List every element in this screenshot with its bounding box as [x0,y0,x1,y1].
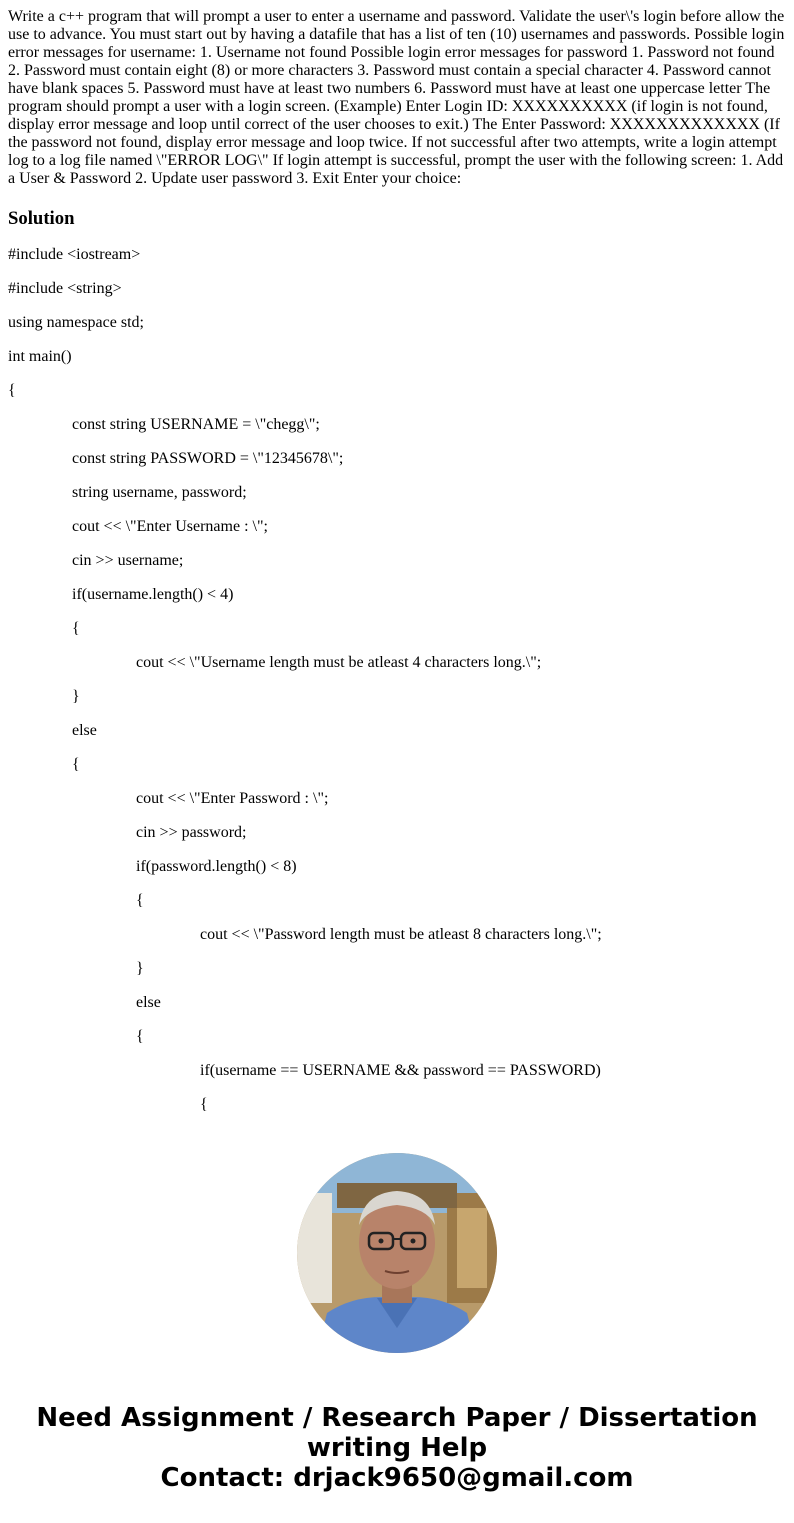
code-line: { [136,1028,144,1045]
code-line: cin >> password; [136,824,247,841]
code-line: cout << \"Enter Username : \"; [72,518,268,535]
author-avatar [297,1153,497,1353]
code-line: else [136,994,161,1011]
code-line: { [136,892,144,909]
footer-contact: Contact: drjack9650@gmail.com [160,1463,634,1493]
code-line: if(username == USERNAME && password == PASSWORD) [200,1062,601,1079]
code-line: { [8,382,16,399]
solution-heading: Solution [8,208,75,229]
code-line: cout << \"Username length must be atleast 4 characters long.\"; [136,654,542,671]
code-line: cin >> username; [72,552,184,569]
code-line: if(username.length() < 4) [72,586,234,603]
code-line: } [136,960,144,977]
code-line: else [72,722,97,739]
code-line: #include <iostream> [8,246,141,263]
code-line: #include <string> [8,280,122,297]
footer-line-2: writing Help [306,1433,488,1463]
code-line: string username, password; [72,484,247,501]
code-line: cout << \"Password length must be atleast 8 characters long.\"; [200,926,602,943]
promo-footer [0,1403,794,1493]
code-line: if(password.length() < 8) [136,858,297,875]
code-line: { [200,1096,208,1113]
footer-line-1: Need Assignment / Research Paper / Dissertation [36,1403,758,1433]
code-line: cout << \"Enter Password : \"; [136,790,329,807]
code-line: using namespace std; [8,314,144,331]
code-line: const string USERNAME = \"chegg\"; [72,416,320,433]
code-line: const string PASSWORD = \"12345678\"; [72,450,344,467]
code-line: { [72,620,80,637]
code-line: { [72,756,80,773]
code-line: } [72,688,80,705]
code-block [8,246,786,1130]
avatar-portrait [297,1153,497,1353]
question-text: Write a c++ program that will prompt a user to enter a username and password. Validate the user\'s login before allow the use to advance. You must start out by having a datafile that has a list of ten (10) usernames and passwords. Possible login error messages for username: 1. Username not found Possible login error messages for password 1. Password not found 2. Password must contain eight (8) or more characters 3. Password must contain a special character 4. Password cannot have blank spaces 5. Password must have at least two numbers 6. Password must have at least one uppercase letter The program should prompt a user with a login screen. (Example) Enter Login ID: XXXXXXXXXX (if login is not found, display error message and loop until correct of the user chooses to exit.) The Enter Password: XXXXXXXXXXXXX (If the password not found, display error message and loop twice. If not successful after two attempts, write a login attempt log to a log file named \"ERROR LOG\" If login attempt is successful, prompt the user with the following screen: 1. Add a User & Password 2. Update user password 3. Exit Enter your choice: [8,8,785,187]
code-line: int main() [8,348,72,365]
